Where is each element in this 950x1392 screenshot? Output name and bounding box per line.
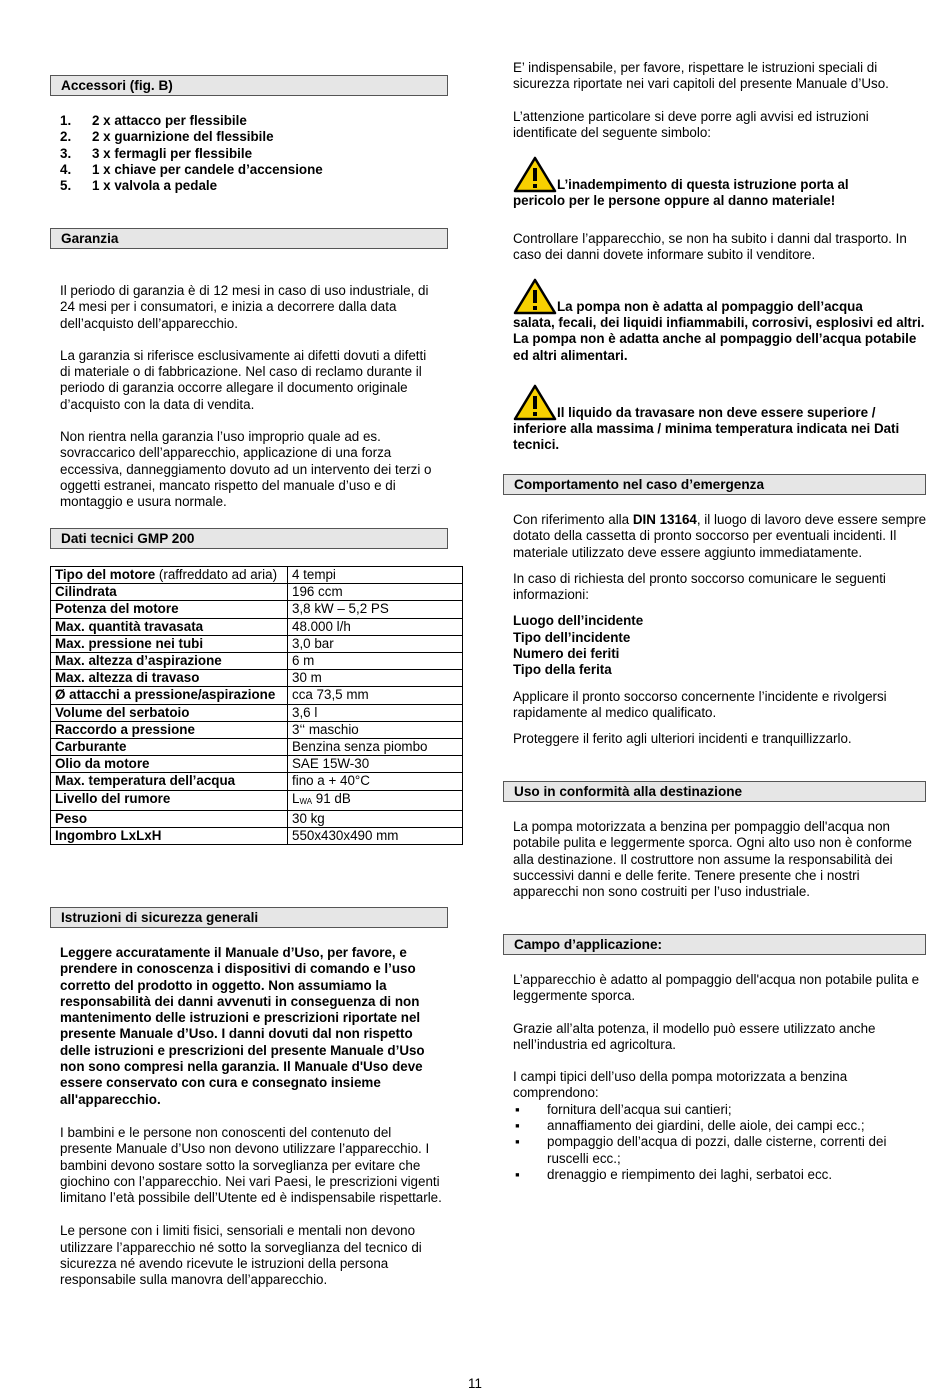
emergency-text: Con riferimento alla: [513, 512, 633, 527]
accessory-text: 2 x attacco per flessibile: [92, 113, 247, 128]
tech-value: [288, 670, 463, 687]
tech-label-text: Max. altezza d’aspirazione: [55, 653, 222, 669]
tech-row: [51, 635, 463, 652]
tech-value-subscript: WA: [299, 796, 313, 806]
tech-value: [288, 618, 463, 635]
emergency-paragraph: In caso di richiesta del pronto soccorso comunicare le seguenti informazioni:: [513, 570, 886, 603]
warranty-heading: Garanzia: [50, 228, 448, 249]
application-paragraph: Grazie all’alta potenza, il modello può essere utilizzato anche nell’industria ed agricoltura.: [513, 1020, 876, 1052]
tech-value: [288, 653, 463, 670]
tech-value-text: 3,0 bar: [292, 635, 334, 651]
accessory-number: 4.: [60, 161, 72, 177]
tech-value: [288, 567, 463, 584]
tech-value-text: cca 73,5 mm: [292, 687, 369, 703]
tech-row: [51, 601, 463, 618]
tech-label-text: Cilindrata: [55, 584, 117, 600]
application-item-text: pompaggio dell’acqua di pozzi, dalle cisterne, correnti dei ruscelli ecc.;: [547, 1134, 887, 1166]
tech-value: [288, 739, 463, 756]
emergency-info-item: Tipo della ferita: [513, 662, 612, 678]
tech-row: [51, 704, 463, 721]
tech-label-text: Max. temperatura dell’acqua: [55, 773, 236, 789]
tech-value-symbol: L: [292, 790, 300, 806]
tech-value: [288, 601, 463, 618]
tech-label: [51, 601, 288, 618]
accessory-item: [60, 162, 450, 178]
application-heading: Campo d’applicazione:: [503, 934, 926, 955]
warning-text: Il liquido da travasare non deve essere superiore /: [557, 404, 876, 420]
accessory-item: [60, 113, 450, 129]
warning-triangle-icon: [513, 384, 557, 421]
accessory-number: 3.: [60, 145, 72, 161]
tech-row: [51, 756, 463, 773]
tech-value-text: SAE 15W-30: [292, 756, 370, 772]
tech-label-text: Olio da motore: [55, 756, 150, 772]
warning-text: L’inadempimento di questa istruzione porta al: [557, 176, 849, 192]
tech-label-note: (raffreddato ad aria): [155, 567, 278, 582]
accessory-item: [60, 146, 450, 162]
tech-value: [288, 756, 463, 773]
tech-label: [51, 635, 288, 652]
tech-row: [51, 773, 463, 790]
safety-paragraph: I bambini e le persone non conoscenti del contenuto del presente Manuale d’Uso non devono utilizzare l’apparecchio. I bambini devono sostare sotto la sorveglianza per evitare che giochino con l’apparecchio. Nei vari Paesi, le prescrizioni vigenti limitano l’età possibile dell’Utente ed è indispensabile rispettarle.: [60, 1124, 442, 1206]
application-item: [513, 1118, 928, 1134]
tech-value: [288, 584, 463, 601]
tech-label-text: Ingombro LxLxH: [55, 828, 162, 844]
tech-label-text: Livello del rumore: [55, 790, 171, 806]
tech-label-text: Max. pressione nei tubi: [55, 635, 204, 651]
tech-label: [51, 687, 288, 704]
emergency-paragraph: Applicare il pronto soccorso concernente l’incidente e rivolgersi rapidamente al medico qualificato.: [513, 688, 887, 720]
application-item: [513, 1102, 928, 1118]
tech-label: [51, 653, 288, 670]
tech-row: [51, 584, 463, 601]
tech-value-text: 4 tempi: [292, 567, 336, 582]
tech-value: [288, 790, 463, 810]
tech-label: [51, 721, 288, 738]
tech-row: [51, 567, 463, 584]
application-item-text: drenaggio e riempimento dei laghi, serbatoi ecc.: [547, 1166, 833, 1182]
tech-value-text: 3,8 kW – 5,2 PS: [292, 601, 389, 617]
accessory-item: [60, 129, 450, 145]
check-paragraph: Controllare l’apparecchio, se non ha subito i danni dal trasporto. In caso dei danni dovete informare subito il venditore.: [513, 231, 907, 263]
application-item-text: annaffiamento dei giardini, delle aiole, dei campi ecc.;: [547, 1118, 865, 1134]
emergency-info-item: Luogo dell’incidente: [513, 613, 644, 629]
intro-paragraph: E’ indispensabile, per favore, rispettare le istruzioni speciali di sicurezza riportate nei vari capitoli del presente Manuale d’Uso.: [513, 60, 889, 92]
intended-use-paragraph: La pompa motorizzata a benzina per pompaggio dell'acqua non potabile pulita e leggermente sporca. Ogni alto uso non è conforme alla destinazione. Il costruttore non assume la responsabilità dei successivi danni e delle ferite. Tenere presente che i nostri apparecchi non sono costruiti per l’uso industriale.: [513, 819, 912, 900]
tech-row: [51, 653, 463, 670]
tech-label-text: Volume del serbatoio: [55, 704, 190, 720]
tech-label: [51, 584, 288, 601]
emergency-paragraph: Proteggere il ferito agli ulteriori incidenti e tranquillizzarlo.: [513, 731, 852, 747]
tech-value-text: 196 ccm: [292, 584, 343, 600]
bullet-icon: ▪: [515, 1118, 520, 1134]
tech-value-text: fino a + 40°C: [292, 773, 370, 789]
warning-block: [513, 278, 928, 364]
intro-paragraph: L’attenzione particolare si deve porre agli avvisi ed istruzioni identificate del seguente simbolo:: [513, 108, 869, 140]
intended-use-heading: Uso in conformità alla destinazione: [503, 781, 926, 802]
warranty-paragraph: La garanzia si riferisce esclusivamente ai difetti dovuti a difetti di materiale o di fabbricazione. Nel caso di reclamo durante il periodo di garanzia occorre allegare il documento originale d’acquisto con la data di vendita.: [60, 347, 427, 412]
tech-label: [51, 773, 288, 790]
tech-label: [51, 810, 288, 827]
application-section: [513, 972, 928, 1183]
tech-label-text: Carburante: [55, 739, 127, 755]
tech-label-text: Tipo del motore: [55, 567, 156, 582]
accessory-text: 2 x guarnizione del flessibile: [92, 129, 274, 145]
tech-label: [51, 704, 288, 721]
warning-text: pericolo per le persone oppure al danno materiale!: [513, 193, 836, 208]
application-paragraph: I campi tipici dell’uso della pompa motorizzata a benzina comprendono:: [513, 1069, 848, 1101]
warranty-section: [50, 283, 440, 511]
tech-label-text: Ø attacchi a pressione/aspirazione: [55, 687, 276, 703]
tech-value: [288, 687, 463, 704]
tech-value: [288, 828, 463, 845]
bullet-icon: ▪: [515, 1134, 520, 1150]
accessory-number: 5.: [60, 178, 72, 194]
emergency-paragraph: [513, 512, 928, 561]
safety-section: [50, 945, 442, 1289]
tech-row: [51, 739, 463, 756]
tech-value-text: 91 dB: [312, 790, 351, 806]
din-reference: DIN 13164: [632, 512, 697, 527]
tech-value: [288, 810, 463, 827]
accessories-heading: Accessori (fig. B): [50, 75, 448, 96]
warning-text: La pompa non è adatta al pompaggio dell’acqua: [557, 298, 863, 314]
tech-row: [51, 810, 463, 827]
tech-value-text: 30 m: [292, 670, 322, 686]
application-paragraph: L’apparecchio è adatto al pompaggio dell'acqua non potabile pulita e leggermente sporca.: [513, 972, 920, 1004]
accessory-number: 2.: [60, 129, 72, 145]
accessory-text: 3 x fermagli per flessibile: [92, 145, 253, 161]
tech-value: [288, 704, 463, 721]
page-number: 11: [468, 1376, 482, 1391]
tech-label-text: Raccordo a pressione: [55, 721, 195, 737]
tech-value-text: Benzina senza piombo: [292, 739, 428, 755]
warning-text: salata, fecali, dei liquidi infiammabili, corrosivi, esplosivi ed altri. La pompa non è adatta anche al pompaggio dell’acqua potabile ed altri alimentari.: [513, 315, 925, 363]
tech-row: [51, 670, 463, 687]
emergency-text: , il luogo di lavoro deve essere sempre dotato della cassetta di pronto soccorso per eventuali incidenti. Il materiale utilizzato deve essere aggiunto immediatamente.: [513, 512, 927, 560]
tech-value-text: 550x430x490 mm: [292, 828, 399, 844]
accessory-text: 1 x valvola a pedale: [92, 178, 218, 194]
tech-label-text: Peso: [55, 810, 88, 826]
tech-label-text: Potenza del motore: [55, 601, 179, 617]
tech-value: [288, 773, 463, 790]
tech-value-text: 30 kg: [292, 810, 325, 826]
tech-label: [51, 756, 288, 773]
tech-value-text: 3,6 l: [292, 704, 318, 720]
tech-value: [288, 635, 463, 652]
intro-section: [513, 60, 928, 141]
accessory-text: 1 x chiave per candele d’accensione: [92, 161, 323, 177]
safety-bold-paragraph: Leggere accuratamente il Manuale d’Uso, per favore, e prendere in conoscenza i dispositivi di comando e l’uso corretto del prodotto in oggetto. Non assumiamo la responsabilità dei danni avvenuti in conseguenza di non mantenimento delle istruzioni e prescrizioni riportate nel presente Manuale d’Uso. I danni dovuti dal non rispetto delle istruzioni e prescrizioni del presente Manuale d’Uso non sono compresi nella garanzia. Il Manuale d'Uso deve essere conservato con cura e consegnato insieme all'apparecchio.: [60, 945, 425, 1107]
tech-heading: Dati tecnici GMP 200: [50, 528, 448, 549]
bullet-icon: ▪: [515, 1166, 520, 1182]
warning-block: [513, 156, 928, 209]
tech-label: [51, 670, 288, 687]
tech-label-text: Max. quantità travasata: [55, 618, 204, 634]
accessory-item: [60, 178, 450, 194]
tech-row: [51, 721, 463, 738]
warning-triangle-icon: [513, 156, 557, 193]
tech-label: [51, 567, 288, 584]
emergency-info-list: [513, 613, 928, 678]
tech-row: [51, 790, 463, 810]
tech-label: [51, 739, 288, 756]
tech-value-text: 48.000 l/h: [292, 618, 351, 634]
application-item: [513, 1167, 928, 1183]
warning-text: inferiore alla massima / minima temperatura indicata nei Dati tecnici.: [513, 421, 900, 453]
accessory-number: 1.: [60, 113, 72, 128]
tech-row: [51, 687, 463, 704]
application-item: [513, 1134, 928, 1167]
tech-value-text: 3‘‘ maschio: [292, 721, 359, 737]
tech-label: [51, 618, 288, 635]
tech-row: [51, 828, 463, 845]
accessories-list: [60, 113, 450, 194]
bullet-icon: ▪: [515, 1101, 520, 1117]
warning-triangle-icon: [513, 278, 557, 315]
safety-heading: Istruzioni di sicurezza generali: [50, 907, 448, 928]
tech-table: [50, 566, 463, 845]
tech-value-text: 6 m: [292, 653, 315, 669]
tech-label: [51, 790, 288, 810]
application-list: [513, 1102, 928, 1183]
emergency-section: [513, 512, 928, 748]
emergency-heading: Comportamento nel caso d’emergenza: [503, 474, 926, 495]
tech-label: [51, 828, 288, 845]
tech-row: [51, 618, 463, 635]
warning-block: [513, 384, 928, 454]
emergency-info-item: Numero dei feriti: [513, 646, 620, 662]
application-item-text: fornitura dell’acqua sui cantieri;: [547, 1101, 732, 1117]
warranty-paragraph: Non rientra nella garanzia l’uso improprio quale ad es. sovraccarico dell’apparecchio, applicazione di una forza eccessiva, danneggiamento dovuto ad un intervento dei terzi o oggetti estranei, mancato rispetto del manuale d’uso e di montaggio e usura normale.: [60, 429, 432, 510]
warranty-paragraph: Il periodo di garanzia è di 12 mesi in caso di uso industriale, di 24 mesi per i consumatori, e inizia a decorrere dalla data dell’acquisto dell’apparecchio.: [60, 283, 429, 331]
tech-label-text: Max. altezza di travaso: [55, 670, 200, 686]
safety-paragraph: Le persone con i limiti fisici, sensoriali e mentali non devono utilizzare l’apparecchio né sotto la sorveglianza del tecnico di sicurezza né avendo ricevute le istruzioni della persona responsabile sulla manovra dell’apparecchio.: [60, 1223, 422, 1288]
emergency-info-item: Tipo dell’incidente: [513, 629, 631, 645]
tech-value: [288, 721, 463, 738]
